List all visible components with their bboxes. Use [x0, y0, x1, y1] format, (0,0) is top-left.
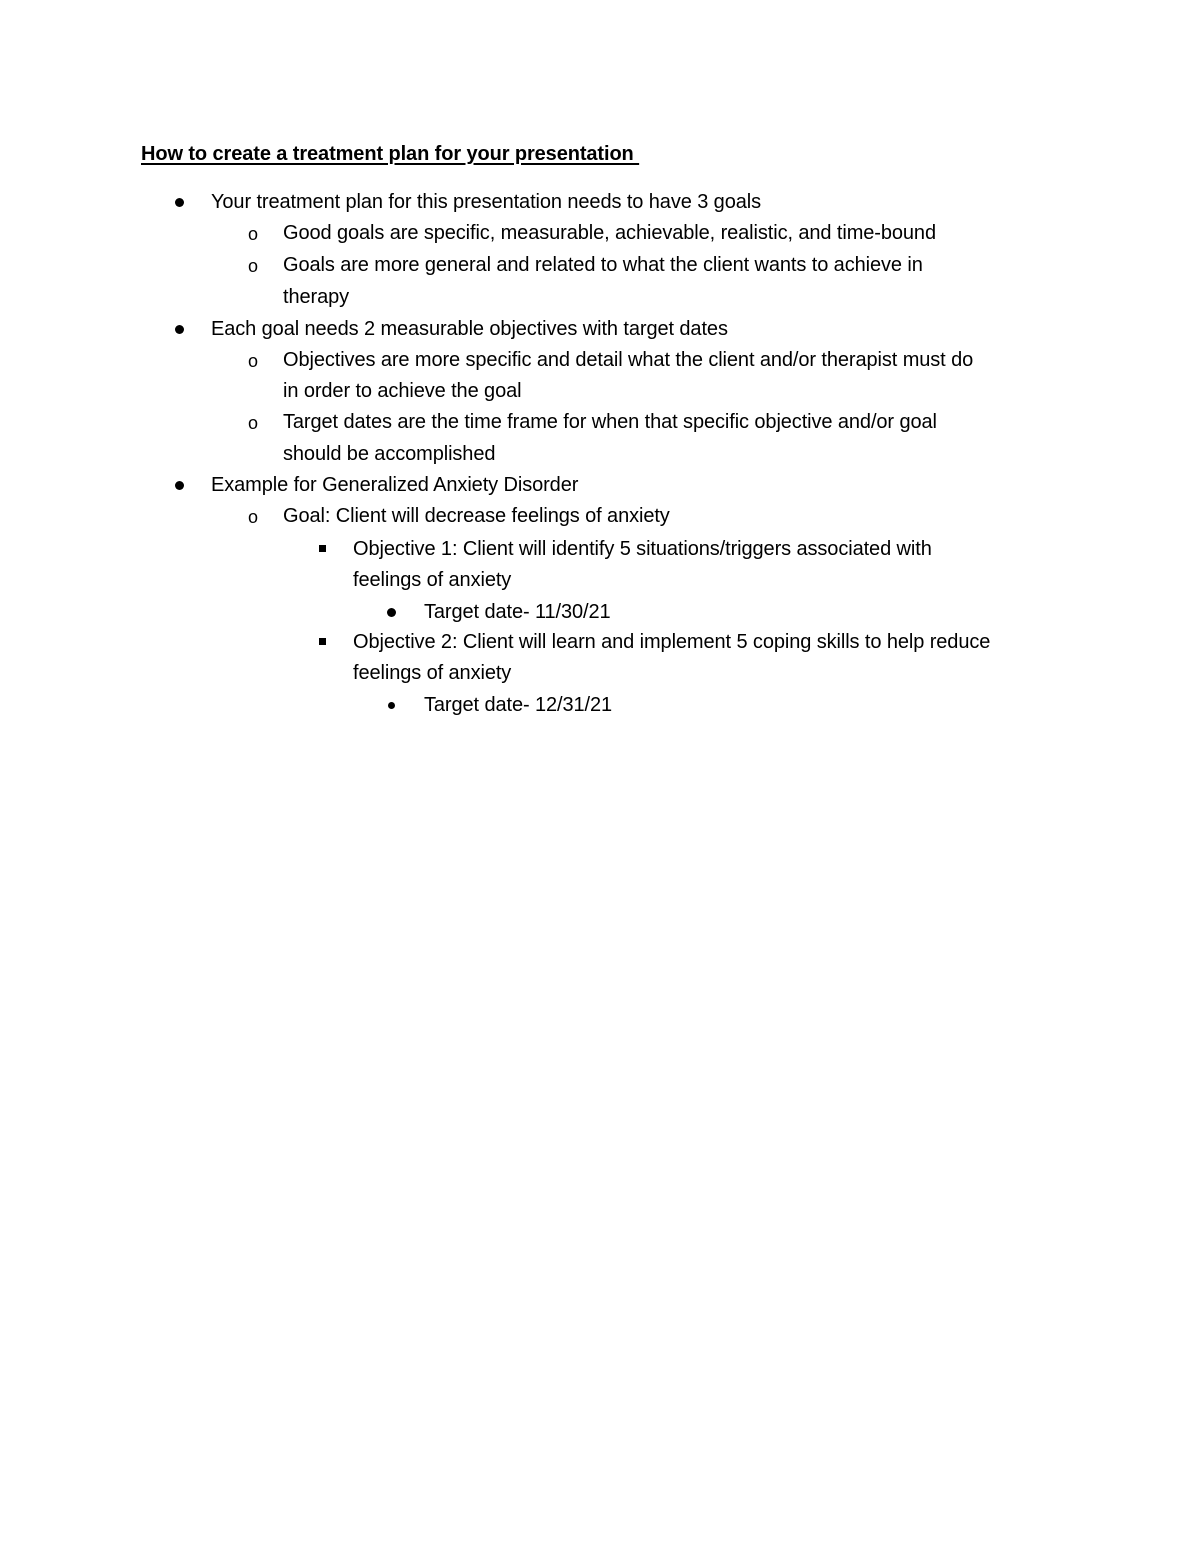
bullet-dot	[388, 702, 395, 709]
bullet-dot	[175, 481, 184, 490]
target-date: Target date- 11/30/21	[424, 601, 611, 623]
sub-list-item-continuation: should be accomplished	[283, 443, 496, 465]
objective-item: Objective 1: Client will identify 5 situations/triggers associated with	[353, 538, 932, 560]
document-title: How to create a treatment plan for your presentation	[141, 143, 640, 165]
bullet-dot	[175, 198, 184, 207]
sub-list-item: Target dates are the time frame for when that specific objective and/or goal	[283, 411, 937, 433]
square-bullet	[319, 638, 326, 645]
sub-list-item: Goal: Client will decrease feelings of anxiety	[283, 505, 670, 527]
sub-bullet-circle: o	[248, 413, 259, 433]
sub-list-item-continuation: therapy	[283, 286, 350, 308]
sub-bullet-circle: o	[248, 224, 259, 244]
target-date: Target date- 12/31/21	[424, 694, 613, 716]
sub-list-item-continuation: in order to achieve the goal	[283, 380, 522, 402]
sub-list-item: Objectives are more specific and detail what the client and/or therapist must do	[283, 349, 974, 371]
list-item: Your treatment plan for this presentation needs to have 3 goals	[211, 191, 761, 213]
objective-item-continuation: feelings of anxiety	[353, 569, 512, 591]
sub-list-item: Good goals are specific, measurable, achievable, realistic, and time-bound	[283, 222, 936, 244]
list-item: Example for Generalized Anxiety Disorder	[211, 474, 579, 496]
list-item: Each goal needs 2 measurable objectives with target dates	[211, 318, 728, 340]
sub-list-item: Goals are more general and related to what the client wants to achieve in	[283, 254, 923, 276]
sub-bullet-circle: o	[248, 256, 259, 276]
bullet-dot	[175, 325, 184, 334]
objective-item-continuation: feelings of anxiety	[353, 662, 512, 684]
square-bullet	[319, 545, 326, 552]
objective-item: Objective 2: Client will learn and implement 5 coping skills to help reduce	[353, 631, 991, 653]
sub-bullet-circle: o	[248, 351, 259, 371]
bullet-dot	[387, 608, 396, 617]
sub-bullet-circle: o	[248, 507, 259, 527]
